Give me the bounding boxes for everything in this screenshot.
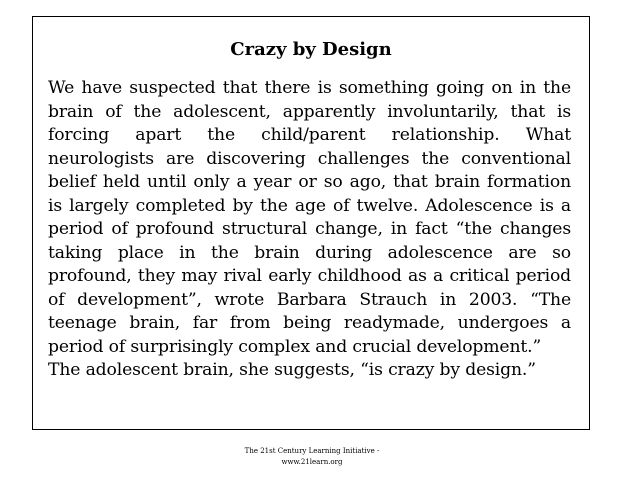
body-line: The adolescent brain, she suggests, “is crazy by design.” [48, 360, 536, 380]
body-line: period of surprisingly complex and crucial development.” [48, 336, 542, 357]
page-footer [0, 446, 624, 468]
body-line: is largely completed by the age of twelve. Adolescence is a [48, 195, 571, 216]
body-line: profound, they may rival early childhood as a critical period [48, 266, 571, 286]
footer-website: www.21learn.org [281, 458, 343, 466]
body-line: of development”, wrote Barbara Strauch in 2003. “The [48, 289, 571, 310]
body-line: belief held until only a year or so ago, that brain formation [48, 172, 571, 192]
body-line: period of profound structural change, in fact “the changes [48, 219, 571, 239]
body-line: neurologists are discovering challenges the conventional [48, 148, 571, 169]
body-line: We have suspected that there is something going on in the [48, 78, 571, 98]
body-line: brain of the adolescent, apparently involuntarily, that is [48, 101, 571, 122]
footer-organization: The 21st Century Learning Initiative - [244, 447, 380, 455]
slide-frame [32, 16, 590, 430]
body-line: forcing apart the child/parent relationship. What [48, 125, 571, 145]
slide-body-text [48, 77, 571, 383]
body-line: taking place in the brain during adolescence are so [48, 242, 571, 263]
slide-title: Crazy by Design [230, 39, 392, 60]
body-line: teenage brain, far from being readymade, undergoes a [48, 313, 571, 333]
